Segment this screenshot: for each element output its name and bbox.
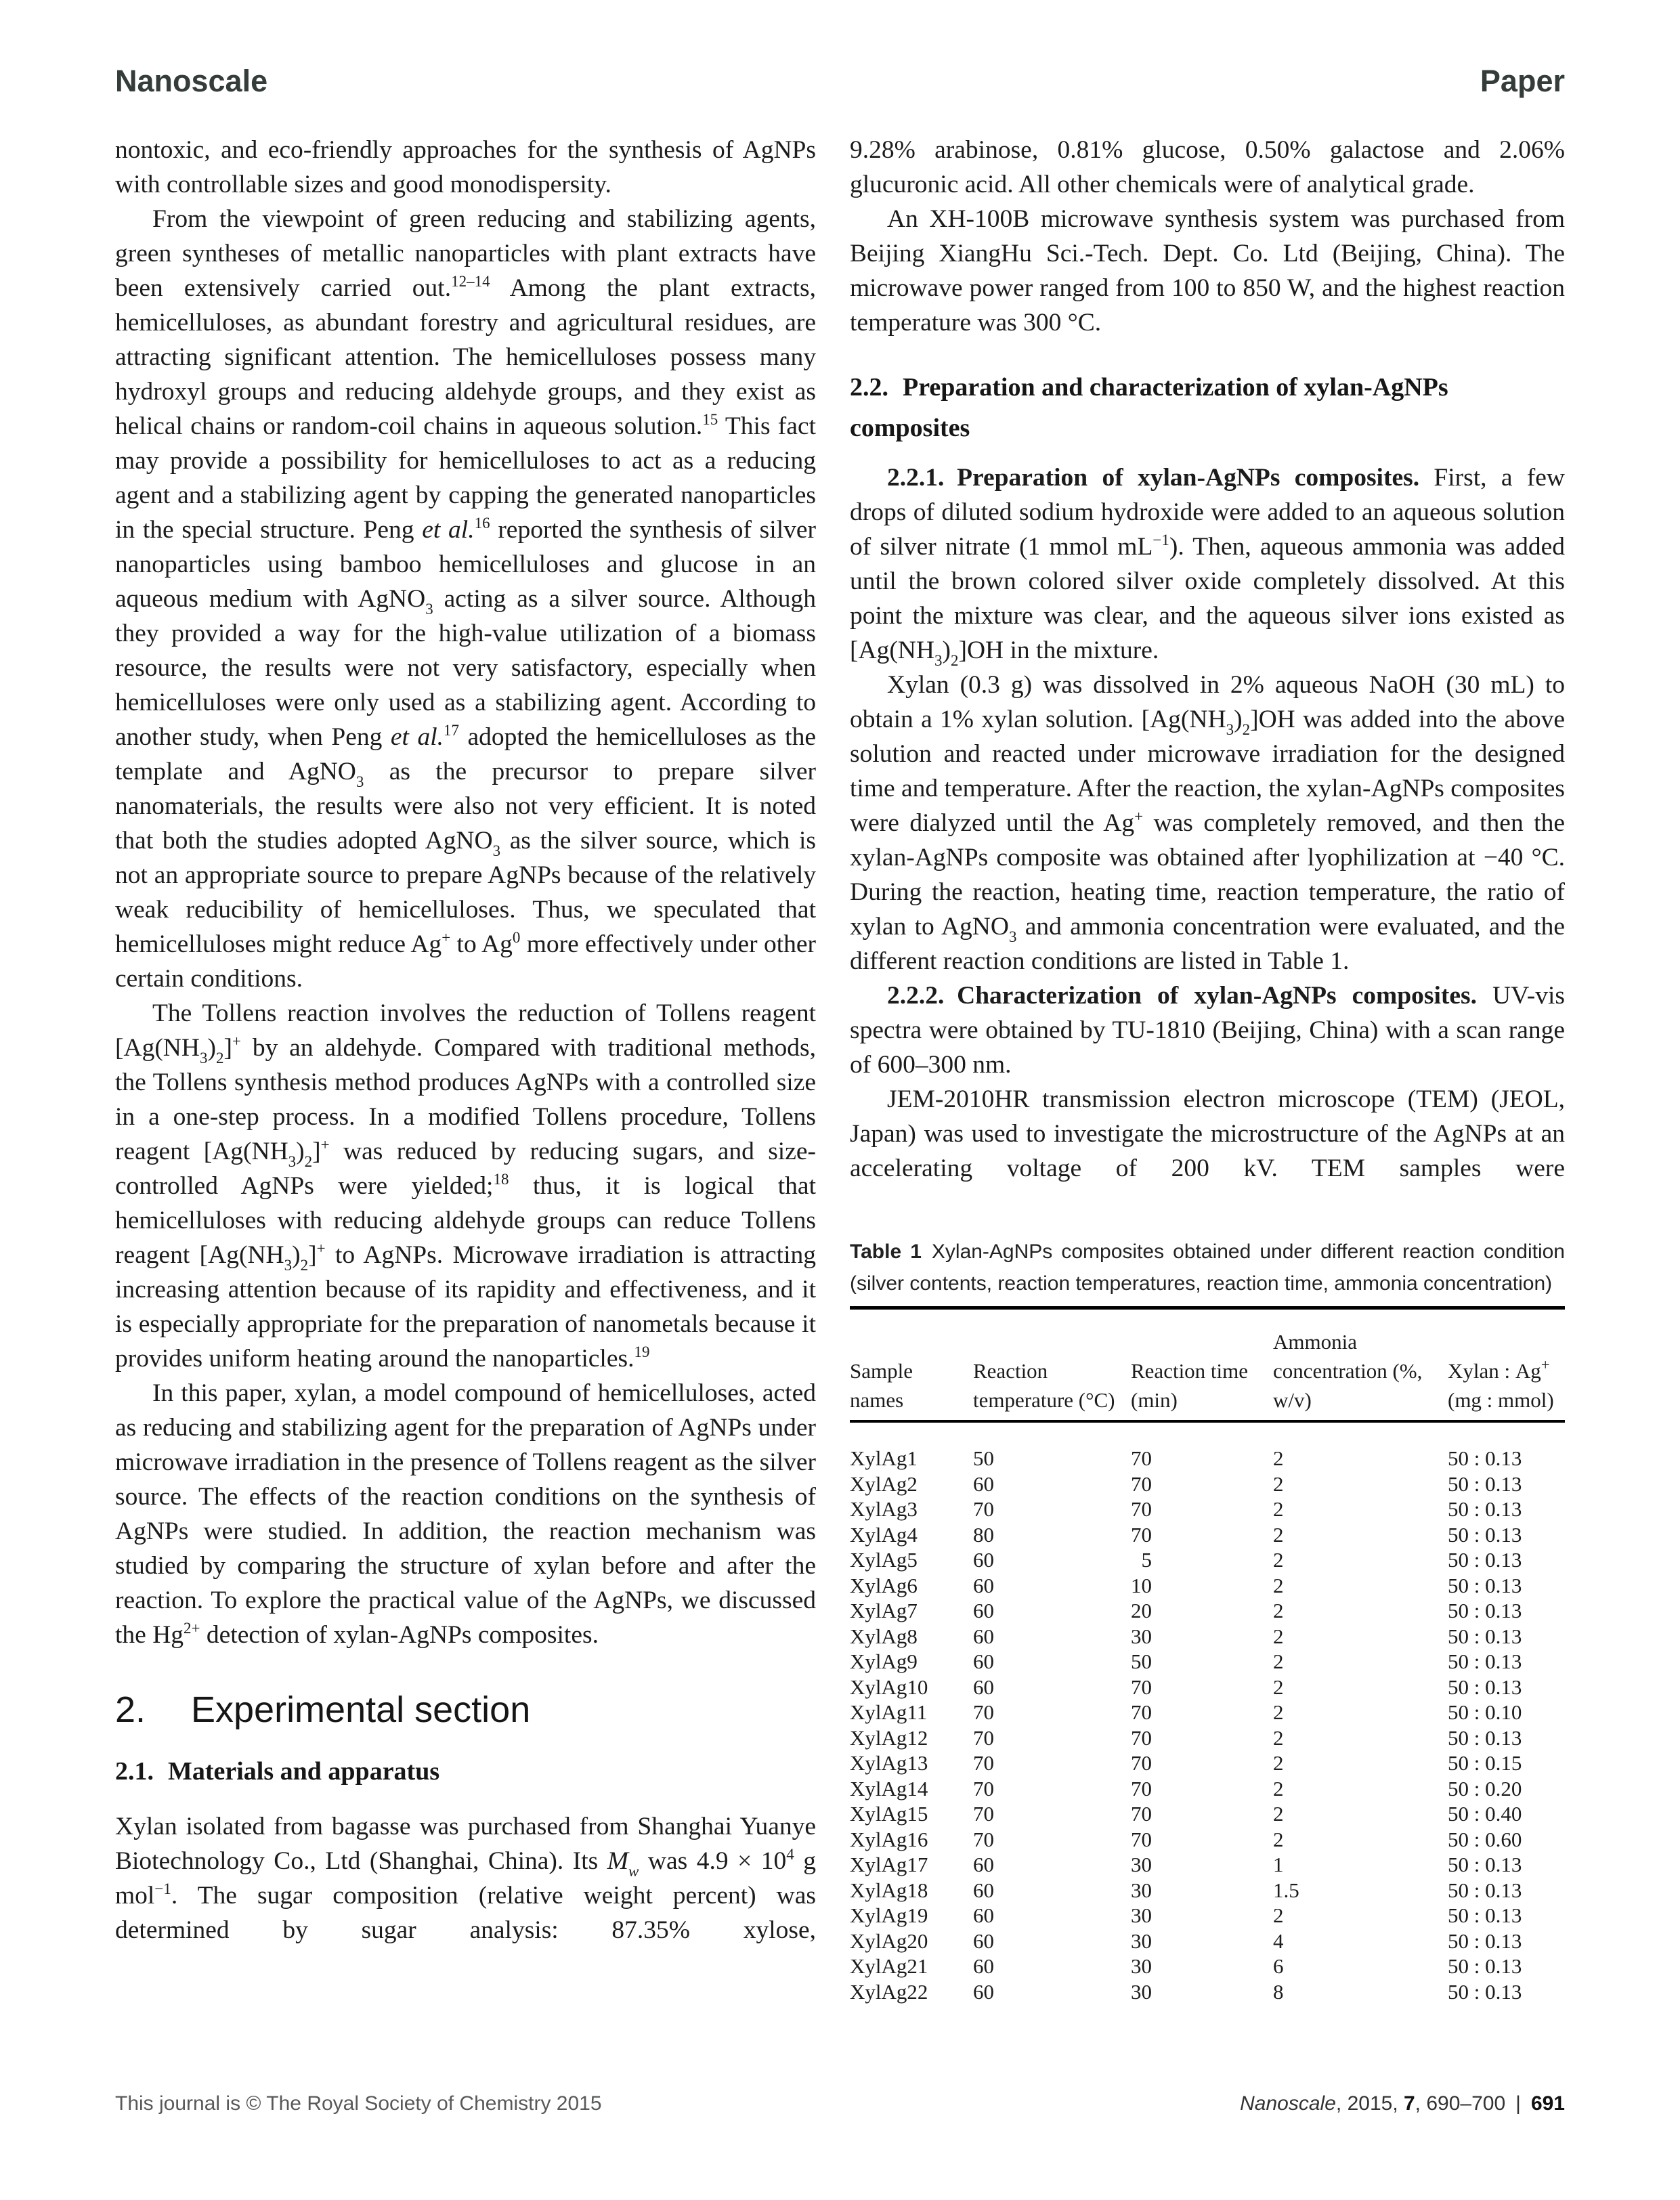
- table-cell: 70: [1131, 1446, 1152, 1470]
- column-header-xylan-ag-ratio: Xylan : Ag+ (mg : mmol): [1448, 1356, 1554, 1412]
- table-cell: 50 : 0.13: [1448, 1522, 1522, 1547]
- table-cell: 2: [1273, 1649, 1284, 1673]
- table-cell: 50 : 0.60: [1448, 1827, 1522, 1851]
- right-column: [850, 133, 1565, 2004]
- table-cell: 50 : 0.13: [1448, 1979, 1522, 2004]
- table-1: [850, 1236, 1565, 2004]
- table-cell: 60: [973, 1649, 994, 1673]
- left-column: [115, 133, 816, 2004]
- table-cell: 2: [1273, 1751, 1284, 1775]
- table-cell: 2: [1273, 1471, 1284, 1496]
- table-cell: 30: [1131, 1853, 1152, 1876]
- table-cell: 60: [973, 1928, 994, 1953]
- table-cell: 50: [1131, 1649, 1152, 1673]
- table-row: [850, 1801, 1565, 1827]
- table-cell: XylAg17: [850, 1853, 928, 1876]
- table-cell: 2: [1273, 1573, 1284, 1597]
- table-cell: 50 : 0.13: [1448, 1573, 1522, 1597]
- table-cell: 70: [973, 1776, 994, 1800]
- table-cell: 50 : 0.13: [1448, 1497, 1522, 1521]
- table-cell: XylAg1: [850, 1446, 918, 1470]
- table-cell: 50 : 0.13: [1448, 1878, 1522, 1902]
- table-cell: 60: [973, 1954, 994, 1978]
- table-cell: 70: [973, 1700, 994, 1724]
- table-row: [850, 1446, 1565, 1471]
- table-cell: XylAg5: [850, 1548, 918, 1572]
- table-cell: 2: [1273, 1675, 1284, 1699]
- table-cell: 60: [973, 1903, 994, 1927]
- section-heading-experimental: [115, 1689, 816, 1731]
- table-cell: XylAg16: [850, 1827, 928, 1851]
- table-cell: XylAg20: [850, 1928, 928, 1953]
- table-cell: 4: [1273, 1928, 1284, 1953]
- table-cell: 10: [1131, 1573, 1152, 1597]
- paragraph: 2.2.1. Preparation of xylan-AgNPs composites. First, a few drops of diluted sodium hydroxide were added to an aqueous solution of silver nitrate (1 mmol $mL^{-1}$). Then, aqueous ammonia was added until the brown colored silver oxide completely dissolved. At this point the mixture was clear, and the aqueous silver ions existed as $[Ag(NH_3)_2]OH$ in the mixture.: [850, 464, 1565, 669]
- table-cell: 50 : 0.13: [1448, 1471, 1522, 1496]
- table-cell: 60: [973, 1878, 994, 1902]
- table-cell: 30: [1131, 1903, 1152, 1927]
- table-cell: XylAg6: [850, 1573, 918, 1597]
- table-cell: XylAg9: [850, 1649, 918, 1673]
- paragraph: The Tollens reaction involves the reduction of Tollens reagent $[Ag(NH_3)_2]^+$ by an aldehyde. Compared with traditional methods, the Tollens synthesis method produces AgNPs with a controlled size in a one-step process. In a modified Tollens procedure, Tollens reagent $[Ag(NH_3)_2]^+$ was reduced by reducing sugars, and size-controlled AgNPs were yielded;$^{18}$ thus, it is logical that hemicelluloses with reducing aldehyde groups can reduce Tollens reagent $[Ag(NH_3)_2]^+$ to AgNPs. Microwave irradiation is attracting increasing attention because of its rapidity and effectiveness, and it is especially appropriate for the preparation of nanometals because it provides uniform heating around the nanoparticles.$^{19}$: [115, 999, 816, 1373]
- journal-title: Nanoscale: [115, 64, 268, 98]
- table-cell: 8: [1273, 1979, 1284, 2004]
- table-cell: XylAg11: [850, 1700, 928, 1724]
- paragraph: 9.28% arabinose, 0.81% glucose, 0.50% galactose and 2.06% glucuronic acid. All other chemicals were of analytical grade.: [850, 136, 1565, 198]
- table-cell: 2: [1273, 1548, 1284, 1572]
- table-cell: 70: [973, 1827, 994, 1851]
- table-row: [850, 1903, 1565, 1928]
- table-cell: 50 : 0.13: [1448, 1675, 1522, 1699]
- table-cell: 70: [1131, 1675, 1152, 1699]
- table-cell: 50 : 0.13: [1448, 1624, 1522, 1648]
- table-cell: 6: [1273, 1954, 1284, 1978]
- table-cell: 60: [973, 1675, 994, 1699]
- table-cell: 60: [973, 1471, 994, 1496]
- table-cell: 50 : 0.40: [1448, 1802, 1522, 1826]
- two-column-body: [115, 133, 1565, 2004]
- column-header-sample-names: Sample names: [850, 1359, 913, 1412]
- section-number: 2.: [115, 1689, 146, 1730]
- table-row: [850, 1725, 1565, 1751]
- table-cell: XylAg18: [850, 1878, 928, 1902]
- table-cell: 60: [973, 1573, 994, 1597]
- paragraph: 2.2.2. Characterization of xylan-AgNPs composites. UV-vis spectra were obtained by TU-1810 (Beijing, China) with a scan range of 600–300 nm.: [850, 982, 1565, 1079]
- column-header-reaction-temperature: Reaction temperature (°C): [973, 1359, 1115, 1412]
- table-cell: XylAg22: [850, 1979, 928, 2004]
- table-cell: 50 : 0.13: [1448, 1446, 1522, 1470]
- table-cell: 2: [1273, 1522, 1284, 1547]
- table-cell: 70: [1131, 1751, 1152, 1775]
- table-caption: Table 1 Xylan-AgNPs composites obtained under different reaction condition (silver contents, reaction temperatures, reaction time, ammonia concentration): [850, 1241, 1565, 1295]
- copyright-text: This journal is © The Royal Society of Chemistry 2015: [115, 2092, 602, 2115]
- table-row: [850, 1852, 1565, 1878]
- table-cell: 50 : 0.13: [1448, 1649, 1522, 1673]
- table-row: [850, 1522, 1565, 1548]
- page-footer: [115, 2092, 1565, 2115]
- table-row: [850, 1547, 1565, 1573]
- table-cell: 5: [1141, 1548, 1152, 1572]
- table-cell: 30: [1131, 1928, 1152, 1953]
- table-cell: 70: [973, 1497, 994, 1521]
- table-header-row: [850, 1310, 1565, 1420]
- table-cell: 60: [973, 1548, 994, 1572]
- table-cell: 2: [1273, 1599, 1284, 1622]
- table-cell: 70: [1131, 1802, 1152, 1826]
- table-cell: 70: [1131, 1725, 1152, 1750]
- table-row: [850, 1496, 1565, 1522]
- paragraph: JEM-2010HR transmission electron microscope (TEM) (JEOL, Japan) was used to investigate the microstructure of the AgNPs at an accelerating voltage of 200 kV. TEM samples were: [850, 1085, 1565, 1182]
- table-cell: 50 : 0.13: [1448, 1599, 1522, 1622]
- table-cell: 50 : 0.20: [1448, 1776, 1522, 1800]
- table-cell: 70: [973, 1725, 994, 1750]
- paragraph: nontoxic, and eco-friendly approaches for the synthesis of AgNPs with controllable sizes and good monodispersity.: [115, 136, 816, 198]
- table-cell: 2: [1273, 1827, 1284, 1851]
- table-cell: 2: [1273, 1903, 1284, 1927]
- table-cell: XylAg14: [850, 1776, 928, 1800]
- subsection-title: Preparation and characterization of xylan-AgNPs composites: [850, 373, 1448, 442]
- table-cell: 20: [1131, 1599, 1152, 1622]
- table-row: [850, 1700, 1565, 1725]
- table-cell: 60: [973, 1979, 994, 2004]
- table-cell: 60: [973, 1853, 994, 1876]
- table-row: [850, 1878, 1565, 1903]
- subsection-heading-preparation: [850, 367, 1565, 448]
- table-cell: 60: [973, 1624, 994, 1648]
- table-cell: 50 : 0.13: [1448, 1853, 1522, 1876]
- table-cell: 50 : 0.13: [1448, 1954, 1522, 1978]
- table-cell: 30: [1131, 1878, 1152, 1902]
- table-cell: 50 : 0.13: [1448, 1903, 1522, 1927]
- table-row: [850, 1750, 1565, 1776]
- table-cell: 50 : 0.15: [1448, 1751, 1522, 1775]
- table-cell: 70: [1131, 1776, 1152, 1800]
- paragraph: From the viewpoint of green reducing and stabilizing agents, green syntheses of metallic nanoparticles with plant extracts have been extensively carried out.$^{12-14}$ Among the plant extracts, hemicelluloses, as abundant forestry and agricultural residues, are attracting significant attention. The hemicelluloses possess many hydroxyl groups and reducing aldehyde groups, and they exist as helical chains or random-coil chains in aqueous solution.$^{15}$ This fact may provide a possibility for hemicelluloses to act as a reducing agent and a stabilizing agent by capping the generated nanoparticles in the special structure. Peng et al.$^{16}$ reported the synthesis of silver nanoparticles using bamboo hemicelluloses and glucose in an aqueous medium with AgNO$_3$ acting as a silver source. Although they provided a way for the high-value utilization of a biomass resource, the results were not very satisfactory, especially when hemicelluloses were only used as a stabilizing agent. According to another study, when Peng et al.$^{17}$ adopted the hemicelluloses as the template and AgNO$_3$ as the precursor to prepare silver nanomaterials, the results were also not very efficient. It is noted that both the studies adopted AgNO$_3$ as the silver source, which is not an appropriate source to prepare AgNPs because of the relatively weak reducibility of hemicelluloses. Thus, we speculated that hemicelluloses might reduce Ag+ to Ag$^0$ more effectively under other certain conditions.: [115, 205, 817, 993]
- table-cell: 70: [973, 1751, 994, 1775]
- table-cell: 2: [1273, 1802, 1284, 1826]
- table-row: [850, 1573, 1565, 1599]
- table-cell: 2: [1273, 1497, 1284, 1521]
- table-row: [850, 1979, 1565, 2005]
- subsection-title: Materials and apparatus: [168, 1757, 440, 1786]
- table-cell: 70: [1131, 1827, 1152, 1851]
- column-header-reaction-time: Reaction time (min): [1131, 1359, 1249, 1412]
- table-cell: XylAg12: [850, 1725, 928, 1750]
- table-cell: XylAg7: [850, 1599, 918, 1622]
- table-row: [850, 1827, 1565, 1853]
- paragraph: Xylan isolated from bagasse was purchased from Shanghai Yuanye Biotechnology Co., Ltd (Shanghai, China). Its $M_w$ was $4.9 \times 10^4$ g mol$^{-1}$. The sugar composition (relative weight percent) was determined by sugar analysis: 87.35% xylose,: [115, 1813, 817, 1944]
- table-row: [850, 1928, 1565, 1954]
- table-cell: 70: [1131, 1471, 1152, 1496]
- table-cell: 50 : 0.10: [1448, 1700, 1522, 1724]
- table-row: [850, 1675, 1565, 1700]
- table-cell: 50 : 0.13: [1448, 1548, 1522, 1572]
- subsection-number: 2.1.: [115, 1757, 154, 1786]
- table-cell: 2: [1273, 1700, 1284, 1724]
- table-row: [850, 1598, 1565, 1624]
- table-cell: XylAg8: [850, 1624, 918, 1648]
- table-cell: 30: [1131, 1979, 1152, 2004]
- table-cell: 30: [1131, 1624, 1152, 1648]
- table-cell: 60: [973, 1599, 994, 1622]
- table-row: [850, 1776, 1565, 1802]
- paragraph: In this paper, xylan, a model compound of hemicelluloses, acted as reducing and stabilizing agent for the preparation of AgNPs under microwave irradiation in the presence of Tollens reagent as the silver source. The effects of the reaction conditions on the synthesis of AgNPs were studied. In addition, the reaction mechanism was studied by comparing the structure of xylan before and after the reaction. To explore the practical value of the AgNPs, we discussed the $Hg^{2+}$ detection of xylan-AgNPs composites.: [115, 1379, 816, 1649]
- table-cell: XylAg13: [850, 1751, 928, 1775]
- page-header: [115, 64, 1565, 99]
- subsection-heading-materials: [115, 1751, 816, 1792]
- table-cell: 2: [1273, 1446, 1284, 1470]
- table-cell: XylAg15: [850, 1802, 928, 1826]
- table-cell: 2: [1273, 1624, 1284, 1648]
- table-cell: XylAg4: [850, 1522, 918, 1547]
- table-cell: XylAg3: [850, 1497, 918, 1521]
- citation-page-info: Nanoscale, 2015, 7, 690–700 | 691: [1240, 2092, 1565, 2115]
- table-cell: 50 : 0.13: [1448, 1725, 1522, 1750]
- article-type-label: Paper: [1480, 64, 1565, 98]
- table-cell: 1: [1273, 1853, 1284, 1876]
- table-cell: 2: [1273, 1725, 1284, 1750]
- table-cell: XylAg19: [850, 1903, 928, 1927]
- table-cell: 70: [973, 1802, 994, 1826]
- table-body: [850, 1423, 1565, 2004]
- table-cell: 2: [1273, 1776, 1284, 1800]
- table-row: [850, 1649, 1565, 1675]
- table-row: [850, 1954, 1565, 1979]
- table-cell: 30: [1131, 1954, 1152, 1978]
- table-cell: 70: [1131, 1497, 1152, 1521]
- table-cell: 70: [1131, 1700, 1152, 1724]
- column-header-ammonia-concentration: Ammonia concentration (%, w/v): [1273, 1330, 1423, 1412]
- table-cell: 1.5: [1273, 1878, 1299, 1902]
- table-row: [850, 1624, 1565, 1649]
- table-cell: 80: [973, 1522, 994, 1547]
- table-cell: 50 : 0.13: [1448, 1928, 1522, 1953]
- table-cell: 50: [973, 1446, 994, 1470]
- table-cell: XylAg10: [850, 1675, 928, 1699]
- paragraph: Xylan (0.3 g) was dissolved in 2% aqueous NaOH (30 mL) to obtain a 1% xylan solution. $[Ag(NH_3)_2]OH$ was added into the above solution and reacted under microwave irradiation for the designed time and temperature. After the reaction, the xylan-AgNPs composites were dialyzed until the Ag+ was completely removed, and then the xylan-AgNPs composite was obtained after lyophilization at −40 °C. During the reaction, heating time, reaction temperature, the ratio of xylan to AgNO$_3$ and ammonia concentration were evaluated, and the different reaction conditions are listed in Table 1.: [850, 671, 1566, 975]
- subsection-number: 2.2.: [850, 373, 888, 402]
- table-row: [850, 1471, 1565, 1497]
- paragraph: An XH-100B microwave synthesis system was purchased from Beijing XiangHu Sci.-Tech. Dept. Co. Ltd (Beijing, China). The microwave power ranged from 100 to 850 W, and the highest reaction temperature was 300 °C.: [850, 205, 1565, 337]
- section-title: Experimental section: [191, 1689, 531, 1730]
- table-cell: 70: [1131, 1522, 1152, 1547]
- table-cell: XylAg21: [850, 1954, 928, 1978]
- table-cell: XylAg2: [850, 1471, 918, 1496]
